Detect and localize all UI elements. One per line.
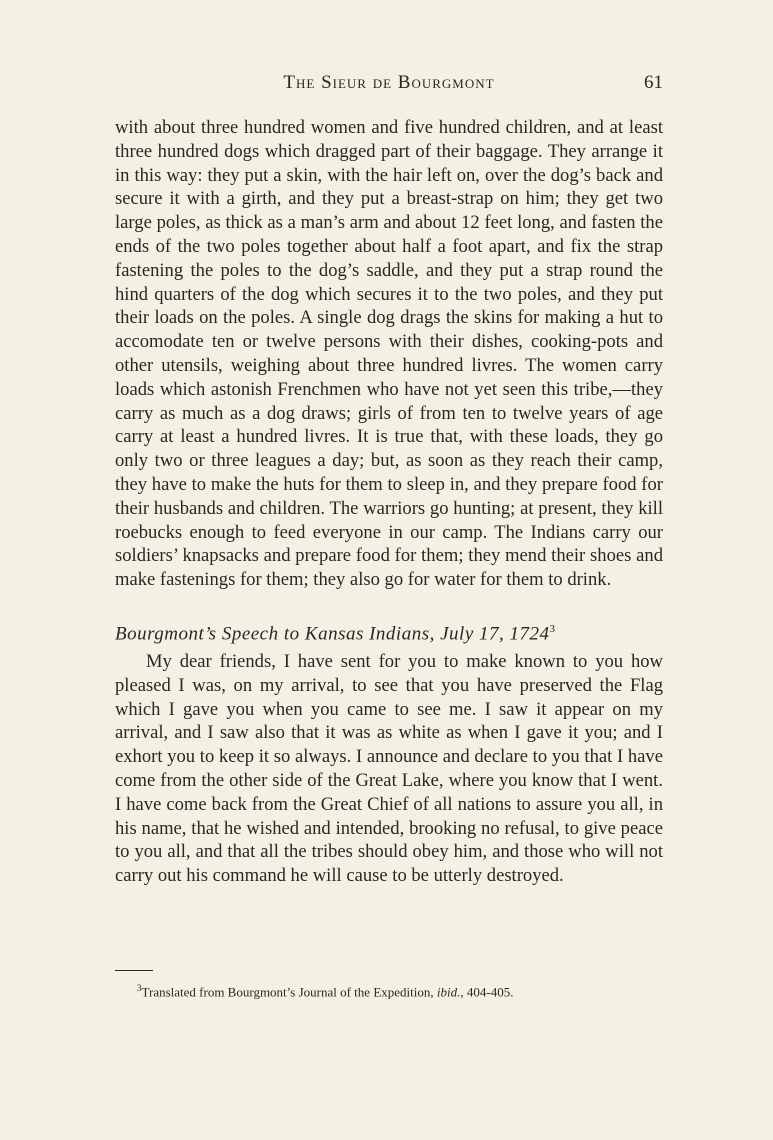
footnote-mark: 3 (137, 983, 142, 993)
footnote-reference[interactable]: 3 (549, 622, 556, 635)
footnote-divider (115, 970, 153, 971)
body-text (115, 116, 663, 888)
running-head-title: The Sieur de Bourgmont (283, 72, 495, 93)
paragraph-speech: My dear friends, I have sent for you to make known to you how pleased I was, on my arrival, to see that you have preserved the Flag which I gave you when you came to see me. I saw it appear on my arrival, and I saw also that it was as white as when I gave it you; and I exhort you to keep it so always. I announce and declare to you that I have come from the other side of the Great Lake, where you know that I went. I have come back from the Great Chief of all nations to assure you all, in his name, that he wished and intended, brooking no refusal, to give peace to you all, and that all the tribes should obey him, and those who will not carry out his command he will cause to be utterly destroyed. (115, 651, 663, 887)
footnote-ibid: ibid., (436, 984, 464, 1000)
paragraph-dog-travois: with about three hundred women and five hundred children, and at least three hundred dogs which dragged part of their baggage. They arrange it in this way: they put a skin, with the hair left on, over the dog’s back and secure it with a girth, and they put a breast-strap on him; they get two large poles, as thick as a man’s arm and about 12 feet long, and fasten the ends of the two poles together about half a foot apart, and fix the strap fastening the poles to the dog’s saddle, and they put a strap round the hind quarters of the dog which secures it to the two poles, and they put their loads on the poles. A single dog drags the skins for making a hut to accomodate ten or twelve persons with their dishes, cooking-pots and other utensils, weighing about three hundred livres. The women carry loads which astonish Frenchmen who have not yet seen this tribe,—they carry as much as a dog draws; girls of from ten to twelve years of age carry at least a hundred livres. It is true that, with these loads, they go only two or three leagues a day; but, as soon as they reach their camp, they have to make the huts for them to sleep in, and they prepare food for their husbands and children. The warriors go hunting; at present, they kill roebucks enough to feed everyone in our camp. The Indians carry our soldiers’ knapsacks and prepare food for them; they mend their shoes and make fastenings for them; they also go for water for them to drink. (115, 117, 663, 591)
running-head (115, 72, 663, 102)
footnote-text: Translated from Bourgmont’s Journal of the Expedition, (141, 984, 437, 1000)
section-heading-text: Bourgmont’s Speech to Kansas Indians, July 17, 1724 (115, 623, 550, 645)
page-number: 61 (644, 72, 663, 93)
footnote-pages: 404-405. (463, 984, 514, 1000)
section-heading (115, 618, 663, 646)
footnote (137, 980, 667, 1000)
